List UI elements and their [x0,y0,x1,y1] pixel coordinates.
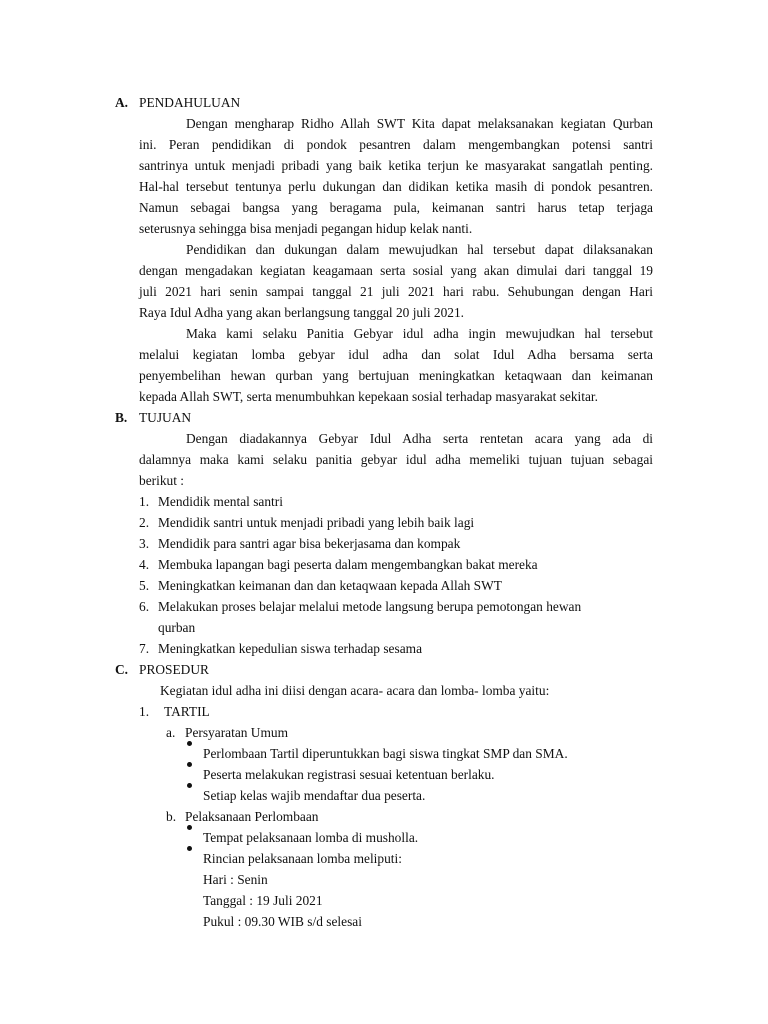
paragraph-line: Dengan mengharap Ridho Allah SWT Kita dapat melaksanakan kegiatan Qurban [186,116,653,131]
list-item: Mendidik para santri agar bisa bekerjasama dan kompak [158,536,461,551]
bullet-item: Rincian pelaksanaan lomba meliputi: [203,851,402,866]
bullet-icon [187,741,192,746]
paragraph-line: seterusnya sehingga bisa menjadi pegangan hidup kelak nanti. [139,221,473,236]
list-item-number: 3. [139,536,150,551]
list-item-number: 5. [139,578,150,593]
list-item-number: 7. [139,641,150,656]
paragraph-line: ini. Peran pendidikan di pondok pesantren dalam mengembangkan potensi santri [139,137,653,152]
subsection-a-letter: a. [166,725,176,740]
bullet-item: Peserta melakukan registrasi sesuai ketentuan berlaku. [203,767,495,782]
list-item-number: 2. [139,515,150,530]
list-item-continuation: qurban [158,620,196,635]
paragraph-line: Namun sebagai bangsa yang beragama pula, keimanan santri harus tetap terjaga [139,200,653,215]
detail-line: Pukul : 09.30 WIB s/d selesai [203,914,362,929]
section-c-heading: PROSEDUR [139,662,209,677]
paragraph-line: dengan mengadakan kegiatan keagamaan serta sosial yang akan dimulai dari tanggal 19 [139,263,653,278]
subsection-b-title: Pelaksanaan Perlombaan [185,809,319,824]
section-a-heading: PENDAHULUAN [139,95,241,110]
section-b-heading: TUJUAN [139,410,192,425]
bullet-icon [187,825,192,830]
section-c-letter: C. [115,662,129,677]
list-item: Mendidik mental santri [158,494,283,509]
paragraph-line: melalui kegiatan lomba gebyar idul adha dan solat Idul Adha bersama serta [139,347,653,362]
paragraph-line: Maka kami selaku Panitia Gebyar idul adha ingin mewujudkan hal tersebut [186,326,653,341]
paragraph-line: Raya Idul Adha yang akan berlangsung tanggal 20 juli 2021. [139,305,465,320]
list-item-number: 1. [139,494,150,509]
list-item: Meningkatkan keimanan dan dan ketaqwaan kepada Allah SWT [158,578,502,593]
bullet-icon [187,846,192,851]
list-item-number: 4. [139,557,150,572]
paragraph-line: kepada Allah SWT, serta menumbuhkan kepekaan sosial terhadap masyarakat sekitar. [139,389,598,404]
bullet-item: Setiap kelas wajib mendaftar dua peserta. [203,788,426,803]
paragraph-line: Pendidikan dan dukungan dalam mewujudkan hal tersebut dapat dilaksanakan [186,242,653,257]
paragraph-line: santrinya untuk menjadi pribadi yang baik ketika terjun ke masyarakat sangatlah penting. [139,158,653,173]
list-item: Mendidik santri untuk menjadi pribadi yang lebih baik lagi [158,515,475,530]
list-item: Membuka lapangan bagi peserta dalam mengembangkan bakat mereka [158,557,538,572]
detail-line: Tanggal : 19 Juli 2021 [203,893,323,908]
list-item: Melakukan proses belajar melalui metode langsung berupa pemotongan hewan [158,599,582,614]
paragraph-line: penyembelihan hewan qurban yang bertujuan meningkatkan ketaqwaan dan keimanan [139,368,653,383]
list-item-number: 6. [139,599,150,614]
list-item: Meningkatkan kepedulian siswa terhadap sesama [158,641,423,656]
paragraph-line: Dengan diadakannya Gebyar Idul Adha serta rentetan acara yang ada di [186,431,653,446]
section-a-letter: A. [115,95,129,110]
subsection-b-letter: b. [166,809,177,824]
bullet-item: Perlombaan Tartil diperuntukkan bagi siswa tingkat SMP dan SMA. [203,746,568,761]
subsection-number: 1. [139,704,150,719]
paragraph-line: dalamnya maka kami selaku panitia gebyar idul adha memeliki tujuan tujuan sebagai [139,452,653,467]
bullet-icon [187,762,192,767]
paragraph-line: Hal-hal tersebut tentunya perlu dukungan dan didikan ketika masih di pondok pesantren. [139,179,653,194]
section-c-intro: Kegiatan idul adha ini diisi dengan acara- acara dan lomba- lomba yaitu: [160,683,550,698]
subsection-a-title: Persyaratan Umum [185,725,289,740]
section-b-letter: B. [115,410,128,425]
subsection-title: TARTIL [164,704,210,719]
detail-line: Hari : Senin [203,872,268,887]
bullet-item: Tempat pelaksanaan lomba di musholla. [203,830,419,845]
paragraph-line: juli 2021 hari senin sampai tanggal 21 juli 2021 hari rabu. Sehubungan dengan Hari [139,284,653,299]
paragraph-line: berikut : [139,473,184,488]
bullet-icon [187,783,192,788]
